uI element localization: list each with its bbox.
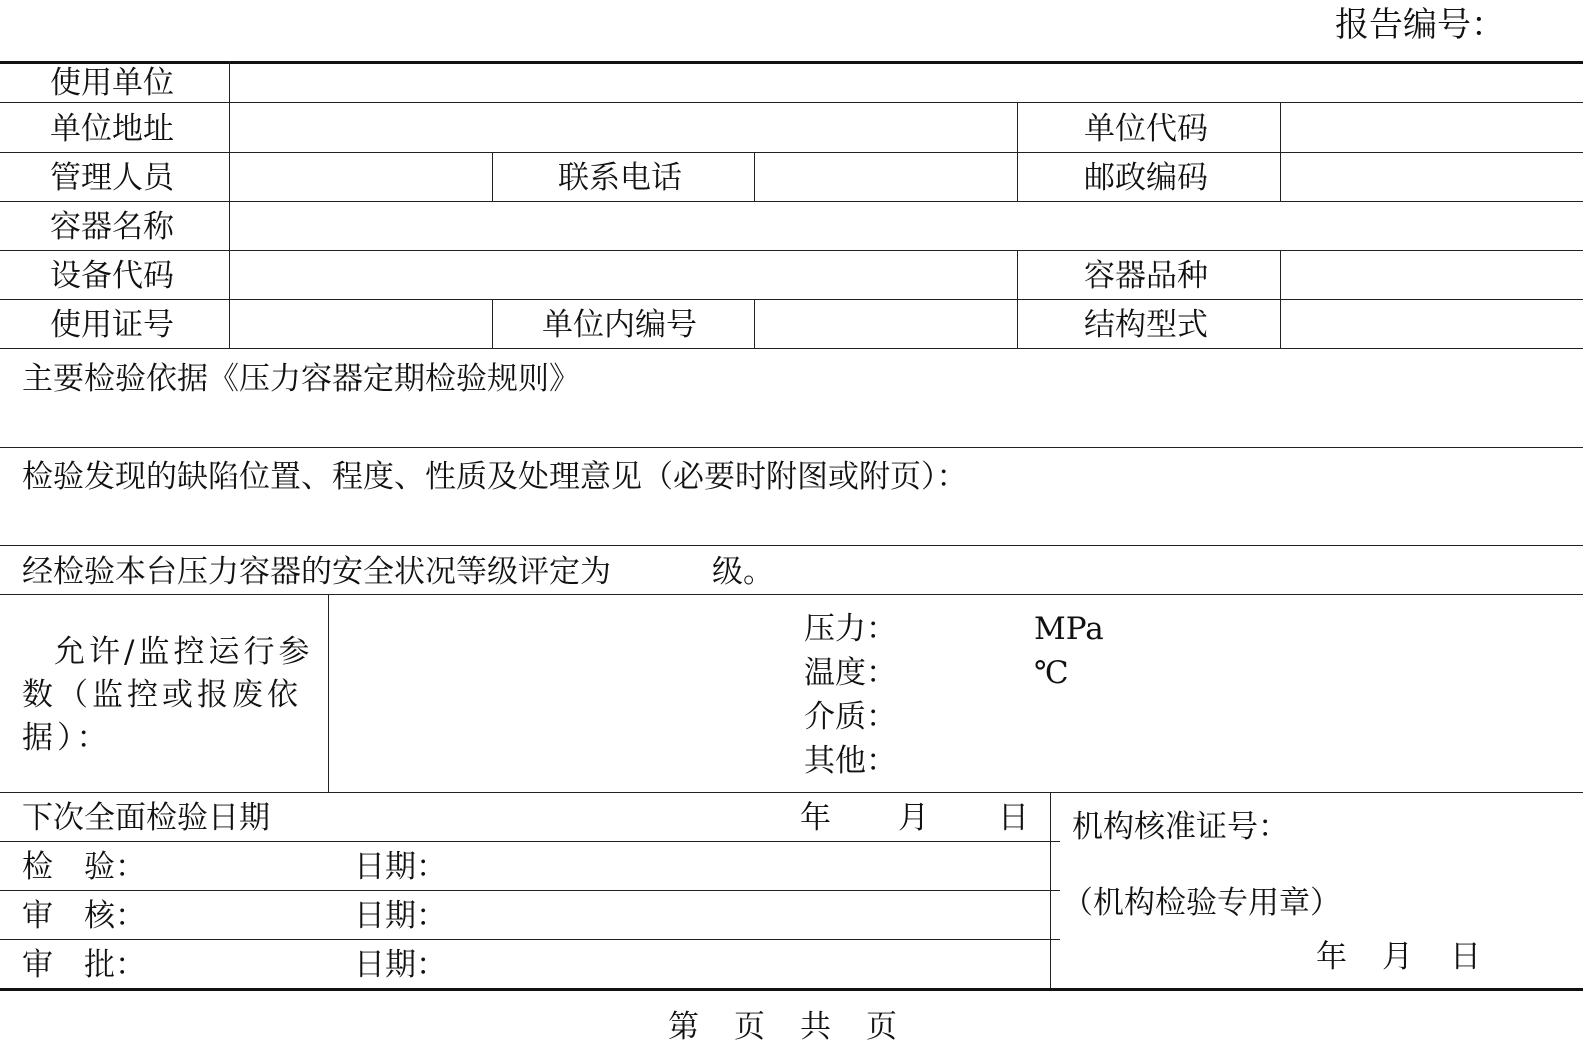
inspection-basis: 主要检验依据《压力容器定期检验规则》 — [22, 361, 580, 397]
label-user-unit: 使用单位 — [50, 65, 174, 101]
row-divider — [0, 447, 1583, 448]
col-divider — [492, 299, 493, 348]
next-date-year: 年 — [800, 800, 831, 836]
label-vessel-type: 容器品种 — [1084, 258, 1208, 294]
temperature-unit: ℃ — [1034, 655, 1069, 691]
col-divider — [754, 152, 755, 201]
review-label: 审 核： — [22, 898, 146, 934]
col-divider — [1017, 250, 1018, 348]
pressure-unit: MPa — [1034, 611, 1104, 647]
col-divider — [1017, 102, 1018, 201]
row-divider — [0, 890, 1060, 891]
table-top-border — [0, 61, 1583, 64]
row-divider — [0, 348, 1583, 349]
label-use-cert-no: 使用证号 — [50, 307, 174, 343]
label-contact-phone: 联系电话 — [558, 160, 682, 196]
col-divider — [1280, 102, 1281, 201]
agency-cert-no-label: 机构核准证号： — [1072, 809, 1289, 845]
label-internal-no: 单位内编号 — [542, 307, 697, 343]
next-inspection-date-label: 下次全面检验日期 — [22, 800, 270, 836]
medium-label: 介质： — [804, 699, 897, 735]
row-divider — [0, 792, 1583, 793]
seal-year: 年 — [1316, 939, 1347, 975]
next-date-day: 日 — [998, 800, 1029, 836]
report-number-label: 报告编号： — [1335, 5, 1505, 45]
label-unit-code: 单位代码 — [1084, 111, 1208, 147]
safety-grade-suffix: 级。 — [712, 554, 774, 590]
label-unit-address: 单位地址 — [50, 111, 174, 147]
row-divider — [0, 201, 1583, 202]
table-bottom-border — [0, 988, 1583, 991]
other-label: 其他： — [804, 743, 897, 779]
row-divider — [0, 545, 1583, 546]
row-divider — [0, 939, 1060, 940]
col-divider — [229, 61, 230, 348]
temperature-label: 温度： — [804, 655, 897, 691]
agency-seal-label: （机构检验专用章） — [1062, 885, 1341, 921]
col-divider — [328, 594, 329, 792]
col-divider — [1280, 250, 1281, 348]
row-divider — [0, 594, 1583, 595]
col-divider — [754, 299, 755, 348]
pressure-label: 压力： — [804, 611, 897, 647]
col-divider — [492, 152, 493, 201]
row-divider — [0, 299, 1583, 300]
allowed-params-line2: 数（监控或报废依 — [22, 677, 302, 713]
label-postal-code: 邮政编码 — [1084, 160, 1208, 196]
next-date-month: 月 — [898, 800, 929, 836]
review-date-label: 日期： — [354, 898, 447, 934]
label-manager: 管理人员 — [50, 160, 174, 196]
approve-label: 审 批： — [22, 947, 146, 983]
row-divider — [0, 152, 1583, 153]
row-divider — [0, 102, 1583, 103]
inspect-date-label: 日期： — [354, 849, 447, 885]
seal-month: 月 — [1382, 939, 1413, 975]
allowed-params-line3: 据）： — [22, 720, 112, 756]
row-divider — [0, 841, 1060, 842]
inspect-label: 检 验： — [22, 849, 146, 885]
approve-date-label: 日期： — [354, 947, 447, 983]
label-vessel-name: 容器名称 — [50, 209, 174, 245]
label-equipment-code: 设备代码 — [50, 258, 174, 294]
defects-label: 检验发现的缺陷位置、程度、性质及处理意见（必要时附图或附页）： — [22, 459, 968, 495]
row-divider — [0, 250, 1583, 251]
allowed-params-line1: 允许/监控运行参 — [54, 634, 314, 670]
seal-day: 日 — [1450, 939, 1481, 975]
col-divider — [1050, 792, 1051, 988]
page-number: 第 页 共 页 — [668, 1009, 899, 1045]
label-structure-type: 结构型式 — [1084, 307, 1208, 343]
safety-grade-prefix: 经检验本台压力容器的安全状况等级评定为 — [22, 554, 611, 590]
